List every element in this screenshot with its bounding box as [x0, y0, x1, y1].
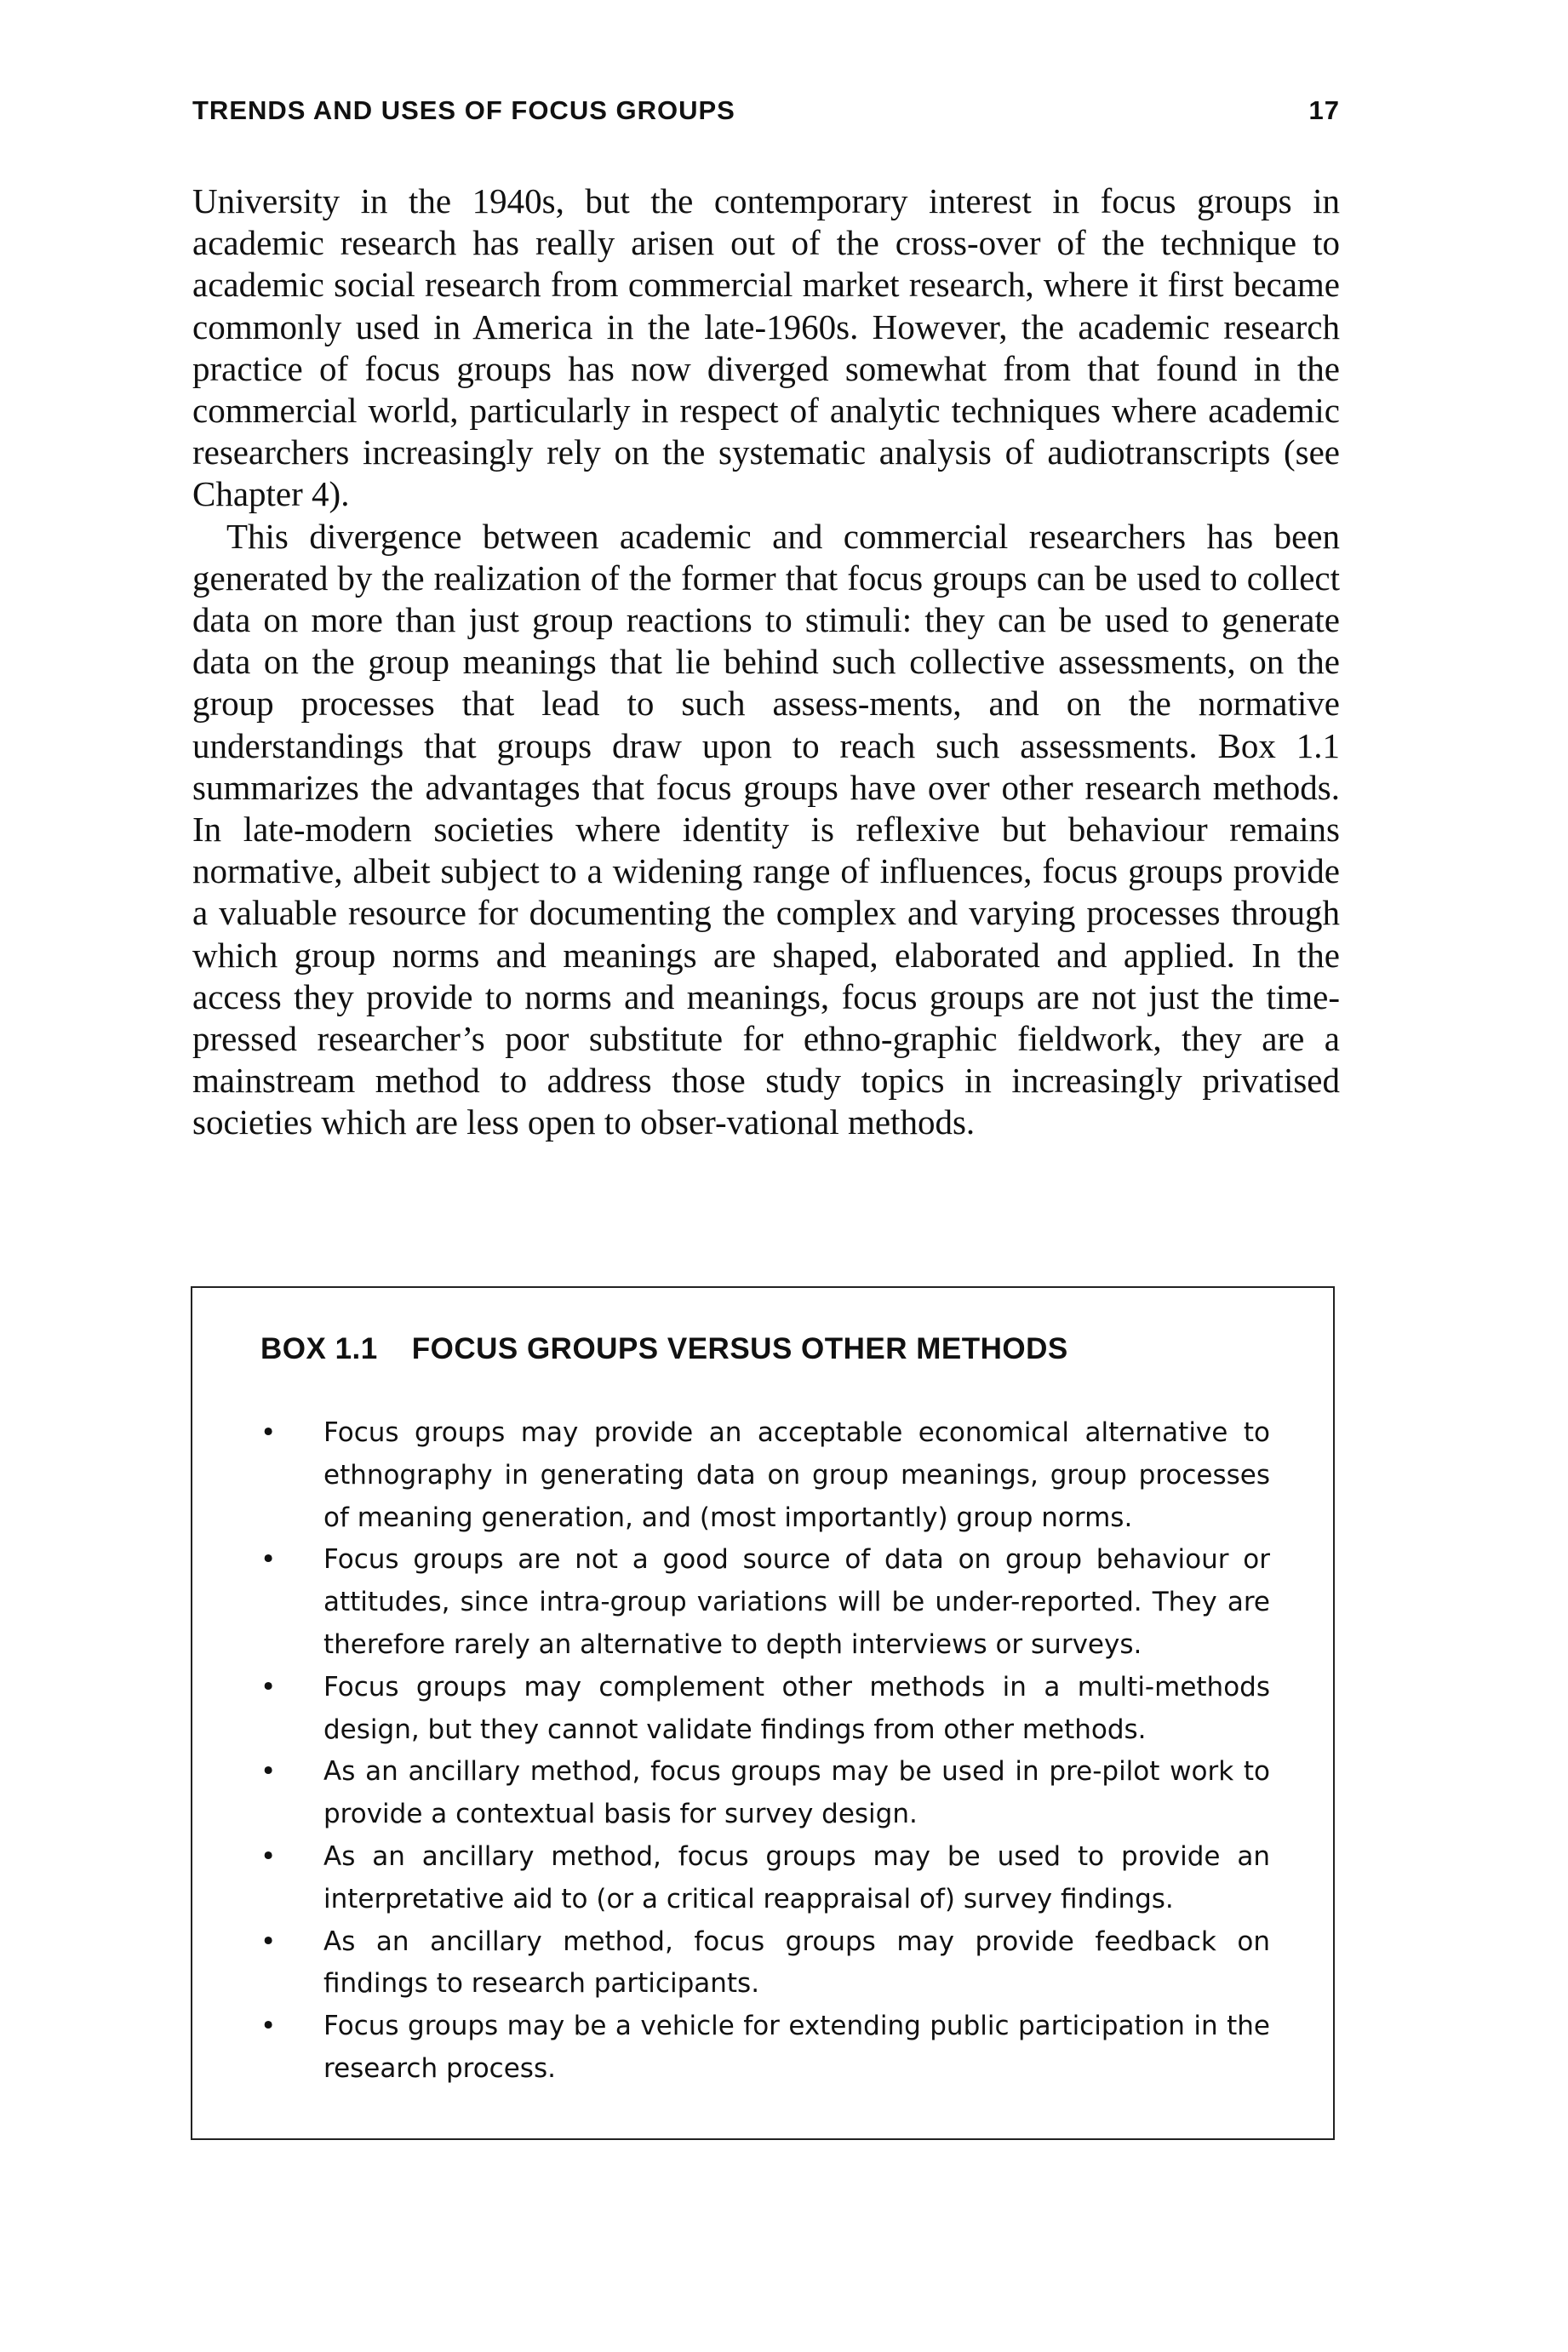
list-item: [260, 2006, 1270, 2091]
bullet-icon: •: [260, 1544, 277, 1576]
bullet-icon: •: [260, 1840, 277, 1872]
page-number: 17: [1308, 95, 1340, 125]
bullet-icon: •: [260, 1671, 277, 1702]
box-heading: FOCUS GROUPS VERSUS OTHER METHODS: [411, 1332, 1068, 1365]
box-bullet-list: [260, 1412, 1270, 2091]
bullet-icon: •: [260, 2011, 277, 2042]
list-item-text: Focus groups are not a good source of data on group behaviour or attitudes, since intra-group variations will be under-reported. They are therefore rarely an alternative to depth interviews or surveys.: [323, 1544, 1270, 1660]
list-item: [260, 1751, 1270, 1836]
paragraph: This divergence between academic and commercial researchers has been generated by the realization of the former that focus groups can be used to collect data on more than just group reactions to stimuli: they can be used to generate data on the group meanings that lie behind such collective assessments, on the group processes that lead to such assess-ments, and on the normative understandings that groups draw upon to reach such assessments. Box 1.1 summarizes the advantages that focus groups have over other research methods. In late-modern societies where identity is reflexive but behaviour remains normative, albeit subject to a widening range of influences, focus groups provide a valuable resource for documenting the complex and varying processes through which group norms and meanings are shaped, elaborated and applied. In the access they provide to norms and meanings, focus groups are not just the time-pressed researcher’s poor substitute for ethno-graphic fieldwork, they are a mainstream method to address those study topics in increasingly privatised societies which are less open to obser-vational methods.: [192, 516, 1340, 1142]
list-item-text: Focus groups may complement other methods in a multi-methods design, but they cannot validate findings from other methods.: [323, 1671, 1270, 1745]
list-item: [260, 1836, 1270, 1921]
bullet-icon: •: [260, 1417, 277, 1448]
bullet-icon: •: [260, 1756, 277, 1788]
list-item-text: As an ancillary method, focus groups may be used to provide an interpretative aid to (or a critical reappraisal of) survey findings.: [323, 1840, 1270, 1914]
bullet-icon: •: [260, 1926, 277, 1957]
body-text: [192, 180, 1340, 1144]
list-item: [260, 1921, 1270, 2006]
box-focus-groups-vs-other-methods: [191, 1286, 1335, 2140]
box-label: BOX 1.1: [260, 1332, 378, 1365]
list-item-text: Focus groups may be a vehicle for extending public participation in the research process.: [323, 2011, 1270, 2084]
list-item: [260, 1412, 1270, 1539]
paragraph: University in the 1940s, but the contemporary interest in focus groups in academic research has really arisen out of the cross-over of the technique to academic social research from commercial market research, where it first became commonly used in America in the late-1960s. However, the academic research practice of focus groups has now diverged somewhat from that found in the commercial world, particularly in respect of analytic techniques where academic researchers increasingly rely on the systematic analysis of audiotranscripts (see Chapter 4).: [192, 181, 1340, 514]
list-item: [260, 1667, 1270, 1752]
running-title: TRENDS AND USES OF FOCUS GROUPS: [192, 95, 735, 125]
box-title: [260, 1332, 1068, 1366]
list-item-text: As an ancillary method, focus groups may provide feedback on findings to research participants.: [323, 1926, 1270, 2000]
list-item: [260, 1539, 1270, 1666]
list-item-text: As an ancillary method, focus groups may be used in pre-pilot work to provide a contextual basis for survey design.: [323, 1756, 1270, 1830]
list-item-text: Focus groups may provide an acceptable economical alternative to ethnography in generating data on group meanings, group processes of meaning generation, and (most importantly) group norms.: [323, 1417, 1270, 1533]
running-head: [192, 95, 1340, 126]
